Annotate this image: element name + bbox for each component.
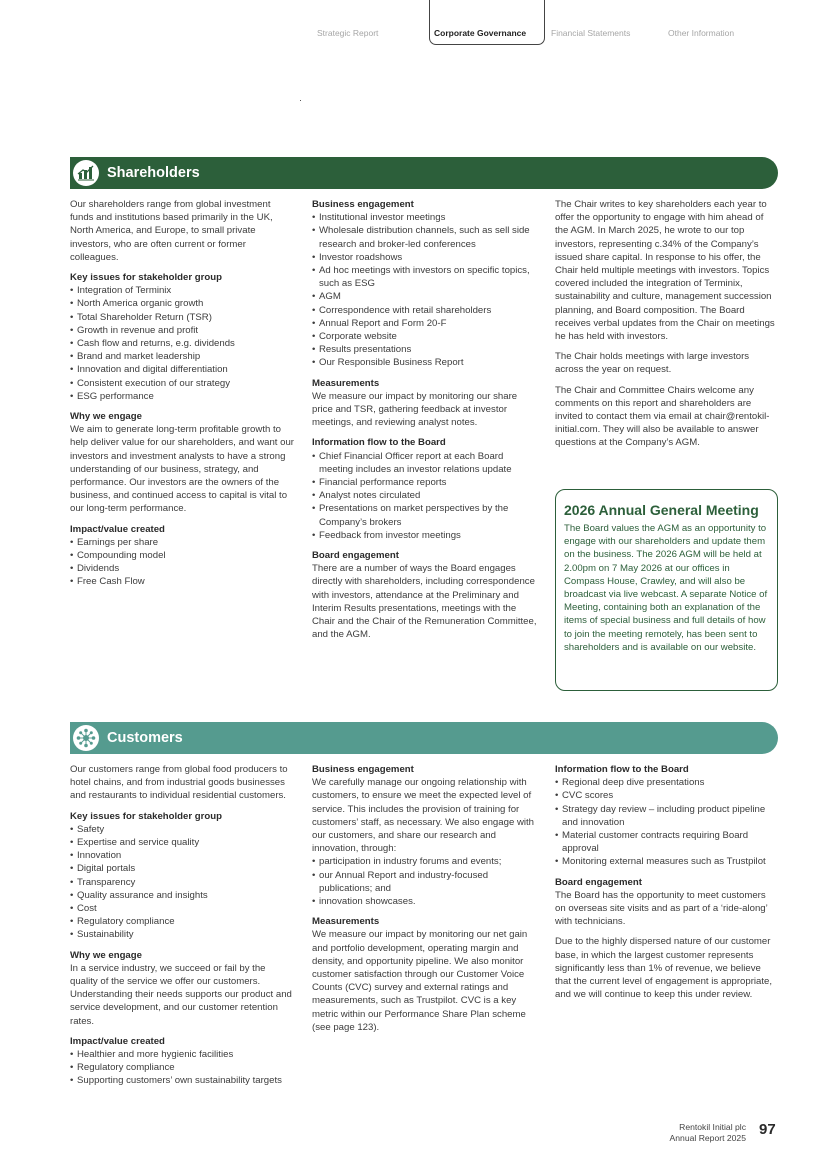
- list-item: • Earnings per share: [70, 536, 295, 549]
- list-item: • Analyst notes circulated: [312, 489, 540, 502]
- customers-banner: [70, 722, 778, 754]
- shareholders-impact-heading: Impact/value created: [70, 523, 165, 535]
- active-tab-frame: [429, 0, 545, 45]
- shareholders-why-text: We aim to generate long-term profitable growth to help deliver value for our shareholders, and want our investors and investment analysts to have a strong understanding of our business, strategy, and performance. Our investors are the owners of the business, and continued access to capital is vital to our long-term performance.: [70, 424, 294, 515]
- customers-column-3: [555, 763, 777, 1008]
- customers-title: Customers: [107, 730, 183, 746]
- list-item: • Feedback from investor meetings: [312, 529, 540, 542]
- list-item: • North America organic growth: [70, 297, 295, 310]
- list-item: • Free Cash Flow: [70, 575, 295, 588]
- shareholders-column-3: [555, 198, 777, 457]
- nav-strategic-report[interactable]: Strategic Report: [317, 28, 379, 38]
- customers-board-heading: Board engagement: [555, 876, 642, 888]
- shareholders-info-heading: Information flow to the Board: [312, 437, 446, 449]
- list-item: • Innovation: [70, 849, 295, 862]
- list-item: • Brand and market leadership: [70, 350, 295, 363]
- customers-business-heading: Business engagement: [312, 764, 414, 775]
- customers-key-issues-list: [70, 823, 295, 942]
- customers-network-icon: [73, 725, 99, 751]
- shareholders-impact-list: [70, 536, 295, 589]
- shareholders-chart-icon: [73, 160, 99, 186]
- list-item: • Material customer contracts requiring Board approval: [555, 829, 777, 855]
- list-item: • Correspondence with retail shareholders: [312, 304, 540, 317]
- footer-report-info: [670, 1122, 746, 1144]
- shareholders-why-heading: Why we engage: [70, 411, 142, 423]
- list-item: • Transparency: [70, 876, 295, 889]
- list-item: • Regulatory compliance: [70, 915, 295, 928]
- list-item: • Wholesale distribution channels, such as sell side research and broker-led conferences: [312, 224, 540, 250]
- shareholders-intro: Our shareholders range from global investment funds and institutions based primarily in the UK, North America, and Europe, to small private investors, who are often current or former colleagues.: [70, 199, 273, 263]
- chair-letter-text: The Chair writes to key shareholders each year to offer the opportunity to engage with him ahead of the AGM. In March 2025, he wrote to our top investors, representing c.34% of the Company’s issued share capital. In response to his offer, the Chair held multiple meetings with investors. Topics covered included the integration of Terminix, sustainability and culture, management succession planning, and Board composition. The Board receives verbal updates from the Chair on meetings he has held with investors.: [555, 199, 775, 343]
- shareholders-column-1: [70, 198, 295, 596]
- shareholders-key-issues-list: [70, 284, 295, 403]
- shareholders-info-list: [312, 450, 540, 542]
- list-item: • Safety: [70, 823, 295, 836]
- stray-dot: [300, 100, 301, 101]
- list-item: • Regional deep dive presentations: [555, 776, 777, 789]
- list-item: • Financial performance reports: [312, 476, 540, 489]
- footer-report: Annual Report 2025: [669, 1133, 746, 1143]
- customers-column-2: [312, 763, 540, 1041]
- list-item: • Presentations on market perspectives by the Company’s brokers: [312, 502, 540, 528]
- list-item: • Strategy day review – including product pipeline and innovation: [555, 803, 777, 829]
- shareholders-business-list: [312, 211, 540, 369]
- list-item: • Results presentations: [312, 343, 540, 356]
- shareholders-key-issues-heading: Key issues for stakeholder group: [70, 272, 222, 284]
- customers-info-heading: Information flow to the Board: [555, 764, 689, 775]
- customers-measurements-text: We measure our impact by monitoring our net gain and portfolio development, operating margin and density, and opportunity pipeline. We also monitor customer satisfaction through our Customer Voice Counts (CVC) survey and external ratings and measurements, such as Trustpilot. CVC is a key metric within our Performance Share Plan scheme (see page 123).: [312, 929, 528, 1033]
- agm-callout-box: [555, 489, 778, 691]
- list-item: • Monitoring external measures such as Trustpilot: [555, 855, 777, 868]
- shareholders-title: Shareholders: [107, 165, 200, 181]
- customers-key-issues-heading: Key issues for stakeholder group: [70, 810, 222, 822]
- list-item: • Investor roadshows: [312, 251, 540, 264]
- customers-info-list: [555, 776, 777, 868]
- list-item: • ESG performance: [70, 390, 295, 403]
- chair-contact-text: The Chair and Committee Chairs welcome any comments on this report and shareholders are invited to contact them via email at chair@rentokil-initial.com. They will also be available to answer questions at the Company’s AGM.: [555, 384, 770, 449]
- customers-board-text: The Board has the opportunity to meet customers on overseas site visits and as part of a ‘ride-along’ with technicians.: [555, 889, 768, 928]
- list-item: • our Annual Report and industry-focused publications; and: [312, 869, 540, 895]
- list-item: • Integration of Terminix: [70, 284, 295, 297]
- customers-impact-list: [70, 1048, 295, 1088]
- customers-why-text: In a service industry, we succeed or fail by the quality of the service we offer our customers. Understanding their needs supports our product and service development, and our customer retention rates.: [70, 962, 292, 1027]
- list-item: • Regulatory compliance: [70, 1061, 295, 1074]
- shareholders-column-2: [312, 198, 540, 649]
- customers-measurements-heading: Measurements: [312, 916, 380, 928]
- list-item: • Our Responsible Business Report: [312, 356, 540, 369]
- customers-why-heading: Why we engage: [70, 949, 142, 961]
- list-item: • Consistent execution of our strategy: [70, 377, 295, 390]
- nav-corporate-governance[interactable]: Corporate Governance: [434, 28, 527, 38]
- agm-title: 2026 Annual General Meeting: [564, 502, 759, 518]
- list-item: • Compounding model: [70, 549, 295, 562]
- list-item: • Growth in revenue and profit: [70, 324, 295, 337]
- shareholders-measurements-text: We measure our impact by monitoring our share price and TSR, gathering feedback at investor meetings, and reviewing analyst notes.: [312, 390, 518, 429]
- agm-text: The Board values the AGM as an opportunity to engage with our shareholders and update them on the business. The 2026 AGM will be held at 2.00pm on 7 May 2026 at our offices in Compass House, Crawley, and will also be broadcast via live webcast. A separate Notice of Meeting, containing both an explanation of the items of special business and full details of how to join the meeting remotely, has been sent to shareholders and is available on our website.: [564, 523, 768, 653]
- list-item: • Innovation and digital differentiation: [70, 363, 295, 376]
- page-number: 97: [759, 1121, 776, 1138]
- nav-financial-statements[interactable]: Financial Statements: [551, 28, 631, 38]
- list-item: • Corporate website: [312, 330, 540, 343]
- list-item: • Quality assurance and insights: [70, 889, 295, 902]
- customers-intro: Our customers range from global food producers to hotel chains, and from industrial goods businesses and restaurants to individual residential customers.: [70, 764, 288, 802]
- list-item: • Digital portals: [70, 862, 295, 875]
- list-item: • Cash flow and returns, e.g. dividends: [70, 337, 295, 350]
- shareholders-measurements-heading: Measurements: [312, 377, 380, 389]
- shareholders-banner: [70, 157, 778, 189]
- footer-company: Rentokil Initial plc: [679, 1122, 746, 1132]
- list-item: • CVC scores: [555, 789, 777, 802]
- customers-column-1: [70, 763, 295, 1095]
- list-item: • Cost: [70, 902, 295, 915]
- nav-other-information[interactable]: Other Information: [668, 28, 735, 38]
- shareholders-board-heading: Board engagement: [312, 550, 399, 562]
- customers-business-list: [312, 855, 540, 908]
- list-item: • Institutional investor meetings: [312, 211, 540, 224]
- customers-impact-heading: Impact/value created: [70, 1035, 165, 1047]
- list-item: • Sustainability: [70, 928, 295, 941]
- list-item: • Total Shareholder Return (TSR): [70, 311, 295, 324]
- shareholders-business-heading: Business engagement: [312, 199, 414, 210]
- top-navigation: [0, 0, 825, 48]
- list-item: • Expertise and service quality: [70, 836, 295, 849]
- list-item: • AGM: [312, 290, 540, 303]
- list-item: • Healthier and more hygienic facilities: [70, 1048, 295, 1061]
- list-item: • Ad hoc meetings with investors on specific topics, such as ESG: [312, 264, 540, 290]
- customers-board-text-2: Due to the highly dispersed nature of our customer base, in which the largest customer represents significantly less than 1% of revenue, we believe that the current level of engagement is appropriate, and we will continue to keep this under review.: [555, 936, 773, 1001]
- customers-business-text: We carefully manage our ongoing relationship with customers, to ensure we meet the expected level of service. This includes the provision of training for customers’ staff, as necessary. We also engage with our customers, and share our research and innovation, through:: [312, 777, 535, 855]
- list-item: • Annual Report and Form 20-F: [312, 317, 540, 330]
- chair-meetings-text: The Chair holds meetings with large investors across the year on request.: [555, 351, 750, 376]
- list-item: • Supporting customers’ own sustainability targets: [70, 1074, 295, 1087]
- list-item: • Dividends: [70, 562, 295, 575]
- list-item: • innovation showcases.: [312, 895, 540, 908]
- shareholders-board-text: There are a number of ways the Board engages directly with shareholders, including correspondence with investors, attendance at the Preliminary and Interim Results presentations, meetings with the Chair and the Chair of the Remuneration Committee, and the AGM.: [312, 563, 537, 641]
- list-item: • participation in industry forums and events;: [312, 855, 540, 868]
- list-item: • Chief Financial Officer report at each Board meeting includes an investor relations update: [312, 450, 540, 476]
